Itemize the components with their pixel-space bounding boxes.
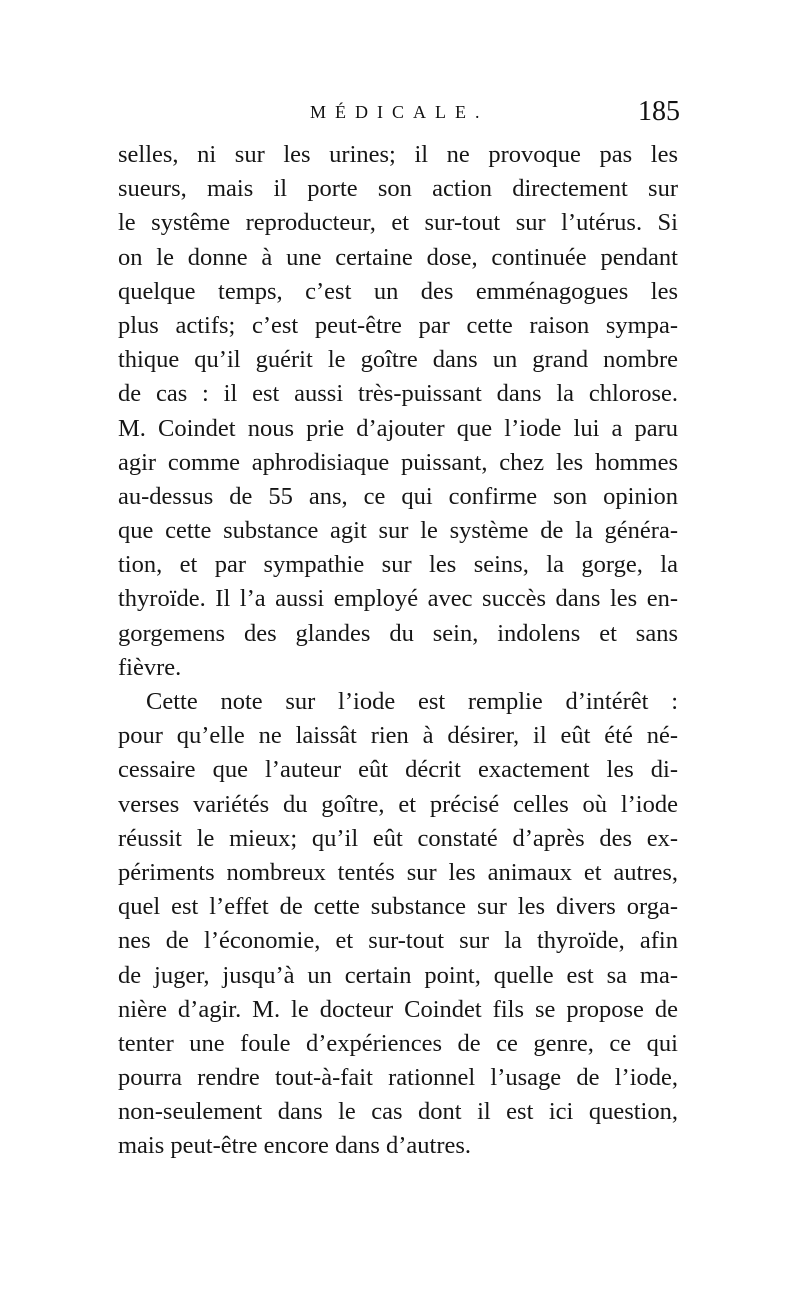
running-head <box>120 96 680 136</box>
text-line: thique qu’il guérit le goître dans un grand nombre <box>118 346 678 374</box>
text-line: nes de l’économie, et sur-tout sur la thyroïde, afin <box>118 927 678 955</box>
text-line: nière d’agir. M. le docteur Coindet fils se propose de <box>118 995 678 1023</box>
text-line: fièvre. <box>118 653 182 681</box>
text-line: verses variétés du goître, et précisé celles où l’iode <box>118 790 678 818</box>
text-line: gorgemens des glandes du sein, indolens et sans <box>118 619 678 647</box>
text-line: plus actifs; c’est peut-être par cette raison sympa- <box>118 311 678 339</box>
text-line: pourra rendre tout-à-fait rationnel l’usage de l’iode, <box>118 1064 678 1092</box>
text-line: tenter une foule d’expériences de ce genre, ce qui <box>118 1029 678 1057</box>
text-line: que cette substance agit sur le système de la généra- <box>118 517 678 545</box>
text-line: cessaire que l’auteur eût décrit exactement les di- <box>118 756 678 784</box>
text-line: au-dessus de 55 ans, ce qui confirme son opinion <box>118 482 678 510</box>
text-line: selles, ni sur les urines; il ne provoque pas les <box>118 141 678 168</box>
text-line: le systême reproducteur, et sur-tout sur l’utérus. Si <box>118 209 678 237</box>
running-head-title: MÉDICALE. <box>310 102 489 122</box>
text-line: M. Coindet nous prie d’ajouter que l’iode lui a paru <box>118 414 678 442</box>
text-line: réussit le mieux; qu’il eût constaté d’après des ex- <box>118 824 678 852</box>
text-line: de cas : il est aussi très-puissant dans la chlorose. <box>118 380 678 408</box>
text-line: quelque temps, c’est un des emménagogues les <box>118 277 678 305</box>
text-line: tion, et par sympathie sur les seins, la gorge, la <box>118 551 678 579</box>
text-line: on le donne à une certaine dose, continuée pendant <box>118 243 678 271</box>
text-line: Cette note sur l’iode est remplie d’intérêt : <box>146 688 678 715</box>
text-line: sueurs, mais il porte son action directement sur <box>118 175 678 203</box>
page-number: 185 <box>638 96 680 127</box>
text-line: non-seulement dans le cas dont il est ici question, <box>118 1098 678 1126</box>
text-line: agir comme aphrodisiaque puissant, chez les hommes <box>118 448 678 476</box>
text-line: quel est l’effet de cette substance sur les divers orga- <box>118 893 678 921</box>
text-line: de juger, jusqu’à un certain point, quelle est sa ma- <box>118 961 678 989</box>
text-line: thyroïde. Il l’a aussi employé avec succès dans les en- <box>118 585 678 613</box>
text-line: pour qu’elle ne laissât rien à désirer, il eût été né- <box>118 722 678 750</box>
text-line: mais peut-être encore dans d’autres. <box>118 1132 472 1160</box>
body-text <box>118 138 678 1164</box>
text-line: périments nombreux tentés sur les animaux et autres, <box>118 858 678 886</box>
